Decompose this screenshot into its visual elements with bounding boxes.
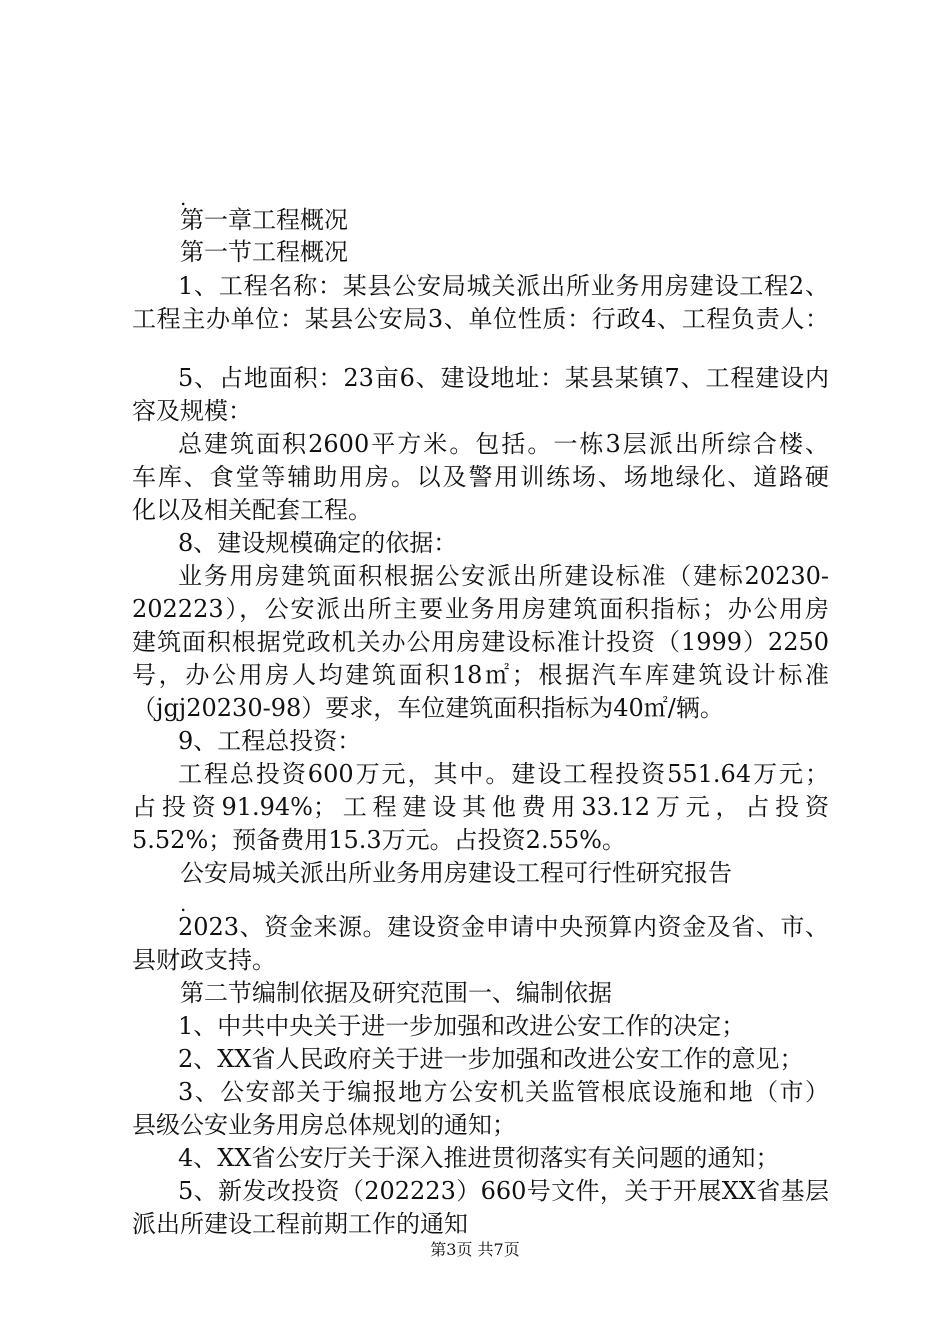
- text-line: 号，办公用房人均建筑面积18㎡；根据汽车库建筑设计标准: [132, 661, 829, 689]
- text-line: 202223），公安派出所主要业务用房建筑面积指标；办公用房: [132, 595, 829, 623]
- text-line: 县财政支持。: [132, 946, 276, 974]
- chapter-heading: 第一章工程概况: [180, 206, 348, 234]
- text-line: 3、公安部关于编报地方公安机关监管根底设施和地（市）: [178, 1078, 829, 1106]
- text-line: 车库、食堂等辅助用房。以及警用训练场、场地绿化、道路硬: [132, 463, 829, 491]
- section-heading: 第二节编制依据及研究范围一、编制依据: [180, 979, 612, 1007]
- text-line: 县级公安业务用房总体规划的通知；: [132, 1111, 516, 1139]
- text-line: 1、中共中央关于进一步加强和改进公安工作的决定；: [178, 1012, 746, 1040]
- text-line: 8、建设规模确定的依据：: [178, 529, 458, 557]
- section-heading: 第一节工程概况: [180, 238, 348, 266]
- text-line: 总建筑面积2600平方米。包括。一栋3层派出所综合楼、: [178, 430, 829, 458]
- text-line: 化以及相关配套工程。: [132, 496, 372, 524]
- text-line: 容及规模：: [132, 397, 252, 425]
- report-title-line: 公安局城关派出所业务用房建设工程可行性研究报告: [180, 859, 732, 887]
- text-line: 2023、资金来源。建设资金申请中央预算内资金及省、市、: [178, 913, 829, 941]
- paragraph-dot: .: [180, 186, 187, 210]
- page-footer: 第3页 共7页: [430, 1240, 520, 1259]
- text-line: 派出所建设工程前期工作的通知: [132, 1210, 468, 1238]
- text-line: 5、新发改投资（202223）660号文件，关于开展XX省基层: [178, 1177, 829, 1205]
- text-line: 工程主办单位：某县公安局3、单位性质：行政4、工程负责人：: [132, 305, 829, 333]
- text-line: 建筑面积根据党政机关办公用房建设标准计投资（1999）2250: [132, 628, 829, 656]
- text-line: 业务用房建筑面积根据公安派出所建设标准（建标20230-: [178, 562, 829, 590]
- text-line: 2、XX省人民政府关于进一步加强和改进公安工作的意见；: [178, 1045, 804, 1073]
- text-line: 工程总投资600万元，其中。建设工程投资551.64万元；: [178, 760, 829, 788]
- text-line: 4、XX省公安厅关于深入推进贯彻落实有关问题的通知；: [178, 1144, 780, 1172]
- text-line: （jgj20230-98）要求，车位建筑面积指标为40㎡/辆。: [132, 694, 724, 722]
- text-line: 1、工程名称：某县公安局城关派出所业务用房建设工程2、: [178, 272, 829, 300]
- paragraph-dot: .: [180, 892, 187, 916]
- text-line: 占投资91.94%；工程建设其他费用33.12万元，占投资: [132, 793, 829, 821]
- text-line: 9、工程总投资：: [178, 727, 362, 755]
- text-line: 5.52%；预备费用15.3万元。占投资2.55%。: [132, 826, 626, 854]
- text-line: 5、占地面积：23亩6、建设地址：某县某镇7、工程建设内: [178, 364, 829, 392]
